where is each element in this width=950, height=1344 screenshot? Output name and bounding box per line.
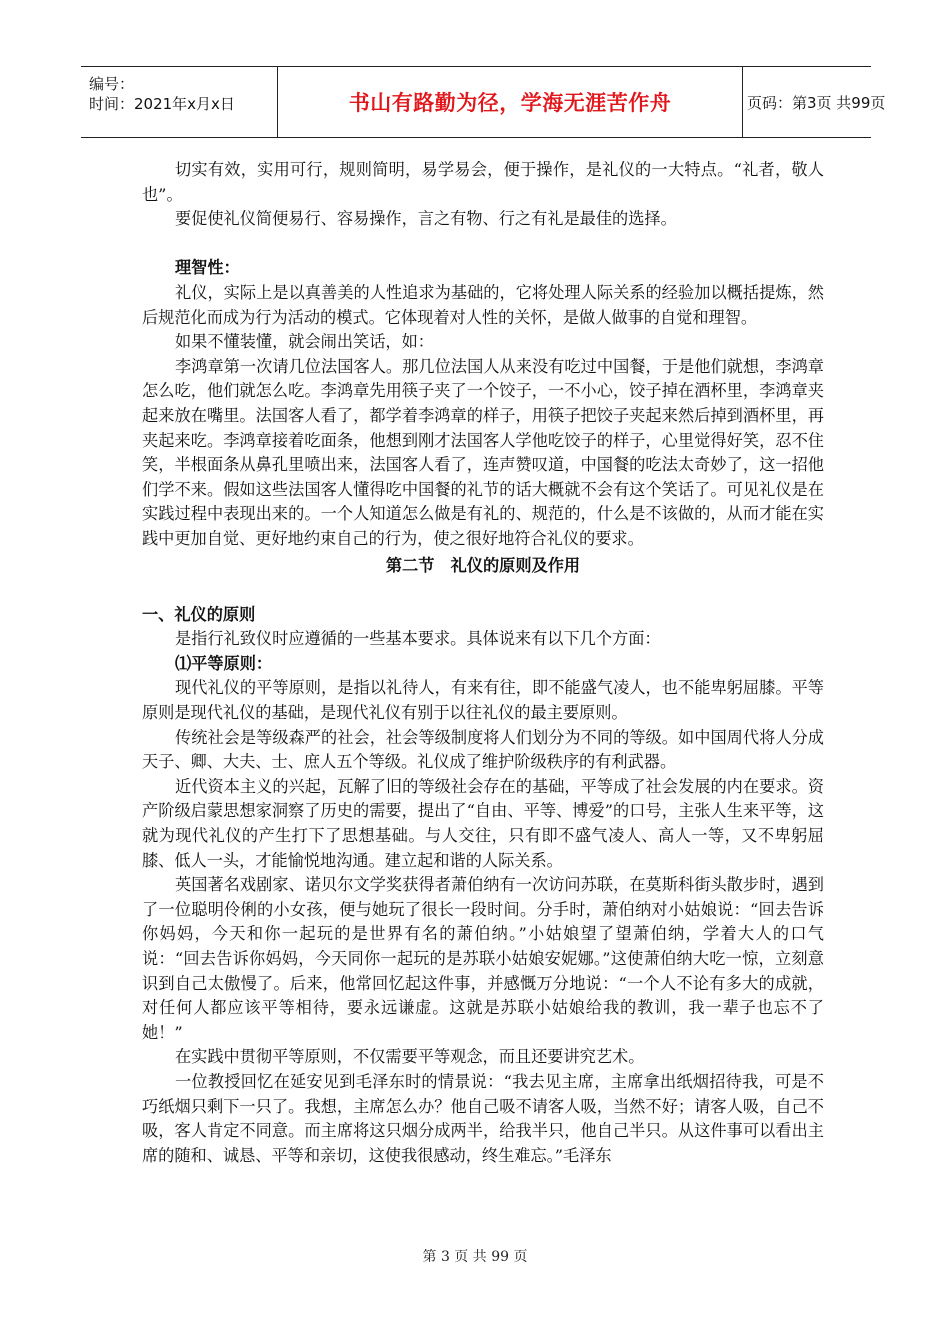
page-header	[81, 66, 886, 138]
spacer	[142, 232, 824, 257]
paragraph: 在实践中贯彻平等原则，不仅需要平等观念，而且还要讲究艺术。	[175, 1047, 645, 1067]
subheading-equality: ⑴平等原则：	[175, 653, 273, 673]
paragraph: 现代礼仪的平等原则，是指以礼待人，有来有往，即不能盛气凌人，也不能卑躬屈膝。平等原则是现代礼仪的基础，是现代礼仪有别于以往礼仪的最主要原则。	[142, 678, 824, 723]
paragraph: 切实有效，实用可行，规则简明，易学易会，便于操作，是礼仪的一大特点。“礼者，敬人也”。	[142, 160, 824, 204]
subheading-rationality: 理智性：	[175, 258, 240, 278]
header-meta-cell	[81, 67, 277, 137]
spacer	[142, 578, 824, 603]
header-motto-cell	[277, 67, 743, 137]
paragraph: 是指行礼致仪时应遵循的一些基本要求。具体说来有以下几个方面：	[175, 629, 661, 649]
document-body	[142, 158, 824, 1168]
paragraph: 一位教授回忆在延安见到毛泽东时的情景说：“我去见主席，主席拿出纸烟招待我，可是不巧纸烟只剩下一只了。我想，主席怎么办？他自己吸不请客人吸，当然不好；请客人吸，自己不吸，客人肯定不同意。而主席将这只烟分成两半，给我半只，他自己半只。从这件事可以看出主席的随和、诚恳、平等和亲切，这使我很感动，终生难忘。”毛泽东	[142, 1071, 824, 1165]
paragraph: 近代资本主义的兴起，瓦解了旧的等级社会存在的基础，平等成了社会发展的内在要求。资产阶级启蒙思想家洞察了历史的需要，提出了“自由、平等、博爱”的口号，主张人生来平等，这就为现代礼仪的产生打下了思想基础。与人交往，只有即不盛气凌人、高人一等，又不卑躬屈膝、低人一头，才能愉悦地沟通。建立起和谐的人际关系。	[142, 776, 824, 870]
header-page-cell	[741, 67, 886, 137]
paragraph: 传统社会是等级森严的社会，社会等级制度将人们划分为不同的等级。如中国周代将人分成天子、卿、大夫、士、庶人五个等级。礼仪成了维护阶级秩序的有利武器。	[142, 727, 824, 772]
paragraph: 如果不懂装懂，就会闹出笑话，如：	[175, 332, 434, 352]
paragraph: 英国著名戏剧家、诺贝尔文学奖获得者萧伯纳有一次访问苏联，在莫斯科街头散步时，遇到了一位聪明伶俐的小女孩，便与她玩了很长一段时间。分手时，萧伯纳对小姑娘说：“回去告诉你妈妈，今天和你一起玩的是世界有名的萧伯纳。”小姑娘望了望萧伯纳，学着大人的口气说：“回去告诉你妈妈，今天同你一起玩的是苏联小姑娘安妮娜。”这使萧伯纳大吃一惊，立刻意识到自己太傲慢了。后来，他常回忆起这件事，并感慨万分地说：“一个人不论有多大的成就，对任何人都应该平等相待，要永远谦虚。这就是苏联小姑娘给我的教训，我一辈子也忘不了她！”	[142, 875, 824, 1042]
page-footer: 第 3 页 共 99 页	[422, 1249, 528, 1265]
paragraph: 李鸿章第一次请几位法国客人。那几位法国人从来没有吃过中国餐，于是他们就想，李鸿章怎么吃，他们就怎么吃。李鸿章先用筷子夹了一个饺子，一不小心，饺子掉在酒杯里，李鸿章夹起来放在嘴里。法国客人看了，都学着李鸿章的样子，用筷子把饺子夹起来然后掉到酒杯里，再夹起来吃。李鸿章接着吃面条，他想到刚才法国客人学他吃饺子的样子，心里觉得好笑，忍不住笑，半根面条从鼻孔里喷出来，法国客人看了，连声赞叹道，中国餐的吃法太奇妙了，这一招他们学不来。假如这些法国客人懂得吃中国餐的礼节的话大概就不会有这个笑话了。可见礼仪是在实践过程中表现出来的。一个人知道怎么做是有礼的、规范的，什么是不该做的，从而才能在实践中更加自觉、更好地约束自己的行为，使之很好地符合礼仪的要求。	[142, 356, 824, 548]
header-motto: 书山有路勤为径，学海无涯苦作舟	[348, 91, 672, 115]
document-number-label: 编号：	[89, 75, 135, 93]
header-page-number: 页码：第3页 共99页	[747, 93, 886, 112]
paragraph: 要促使礼仪简便易行、容易操作，言之有物、行之有礼是最佳的选择。	[175, 209, 677, 229]
heading-principles: 一、礼仪的原则	[142, 604, 256, 624]
document-date-label: 时间：2021年x月x日	[89, 95, 235, 113]
section-title: 第二节 礼仪的原则及作用	[385, 555, 581, 575]
paragraph: 礼仪，实际上是以真善美的人性追求为基础的，它将处理人际关系的经验加以概括提炼，然后规范化而成为行为活动的模式。它体现着对人性的关怀，是做人做事的自觉和理智。	[142, 282, 824, 327]
